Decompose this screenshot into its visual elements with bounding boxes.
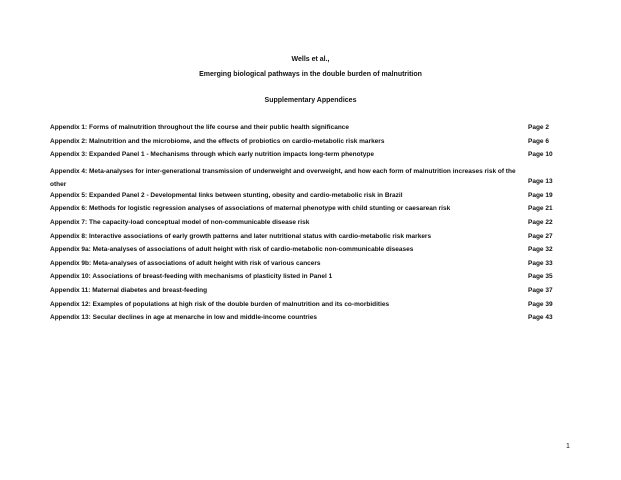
appendix-row: [50, 124, 570, 138]
appendix-page: Page 22: [528, 218, 553, 226]
appendix-row: [50, 233, 570, 247]
appendix-page: Page 33: [528, 259, 553, 267]
page-number: 1: [566, 443, 570, 450]
appendix-row: [50, 301, 570, 315]
appendix-page: Page 35: [528, 273, 553, 281]
appendix-row: [50, 260, 570, 274]
appendix-title: Appendix 8: Interactive associations of early growth patterns and later nutritional status with cardio-metabolic risk markers: [50, 232, 432, 240]
appendix-page: Page 6: [528, 137, 549, 145]
appendix-title: Appendix 12: Examples of populations at high risk of the double burden of malnutrition and its co-morbidities: [50, 300, 390, 308]
appendix-page: Page 43: [528, 314, 553, 322]
appendix-page: Page 2: [528, 124, 549, 131]
appendix-title: Appendix 5: Expanded Panel 2 - Developmental links between stunting, obesity and cardio-metabolic risk in Brazil: [50, 191, 403, 199]
appendix-title: Appendix 1: Forms of malnutrition throughout the life course and their public health significance: [50, 124, 350, 131]
appendix-page: Page 21: [528, 205, 553, 213]
appendix-row: [50, 246, 570, 260]
appendix-title: Appendix 13: Secular declines in age at menarche in low and middle-income countries: [50, 314, 317, 322]
appendix-page: Page 10: [528, 151, 553, 159]
appendix-page: Page 13: [528, 178, 553, 186]
appendix-page: Page 39: [528, 300, 553, 308]
appendix-row: [50, 273, 570, 287]
appendix-title: Appendix 7: The capacity-load conceptual model of non-communicable disease risk: [50, 218, 310, 226]
appendix-page: Page 32: [528, 246, 553, 254]
appendix-title: Appendix 2: Malnutrition and the microbiome, and the effects of probiotics on cardio-metabolic risk markers: [50, 137, 385, 145]
appendix-row: [50, 314, 570, 328]
appendix-title: Appendix 10: Associations of breast-feeding with mechanisms of plasticity listed in Panel 1: [50, 273, 333, 281]
appendix-row: [50, 138, 570, 152]
appendix-title: Appendix 9a: Meta-analyses of associations of adult height with risk of cardio-metabolic non-communicable diseases: [50, 246, 414, 254]
appendix-row: [50, 151, 570, 165]
appendix-row: [50, 165, 570, 192]
appendix-page: Page 19: [528, 191, 553, 199]
appendix-title: Appendix 11: Maternal diabetes and breast-feeding: [50, 286, 208, 294]
appendix-title: Appendix 4: Meta-analyses for inter-generational transmission of underweight and overweight, and how each form of malnutrition increases risk of the other: [50, 167, 516, 189]
appendix-title: Appendix 3: Expanded Panel 1 - Mechanisms through which early nutrition impacts long-term phenotype: [50, 151, 374, 159]
appendix-title: Appendix 9b: Meta-analyses of associations of adult height with risk of various cancers: [50, 259, 321, 267]
appendix-row: [50, 287, 570, 301]
appendix-row: [50, 205, 570, 219]
document-title: Emerging biological pathways in the double burden of malnutrition: [199, 71, 422, 78]
appendix-title: Appendix 6: Methods for logistic regression analyses of associations of maternal phenotype with child stunting or caesarean risk: [50, 205, 451, 213]
appendix-row: [50, 219, 570, 233]
appendix-page: Page 37: [528, 286, 553, 294]
section-heading: Supplementary Appendices: [264, 97, 357, 104]
appendix-row: [50, 192, 570, 206]
appendix-list: [50, 124, 570, 328]
authors-line: Wells et al.,: [291, 56, 330, 63]
appendix-page: Page 27: [528, 232, 553, 240]
